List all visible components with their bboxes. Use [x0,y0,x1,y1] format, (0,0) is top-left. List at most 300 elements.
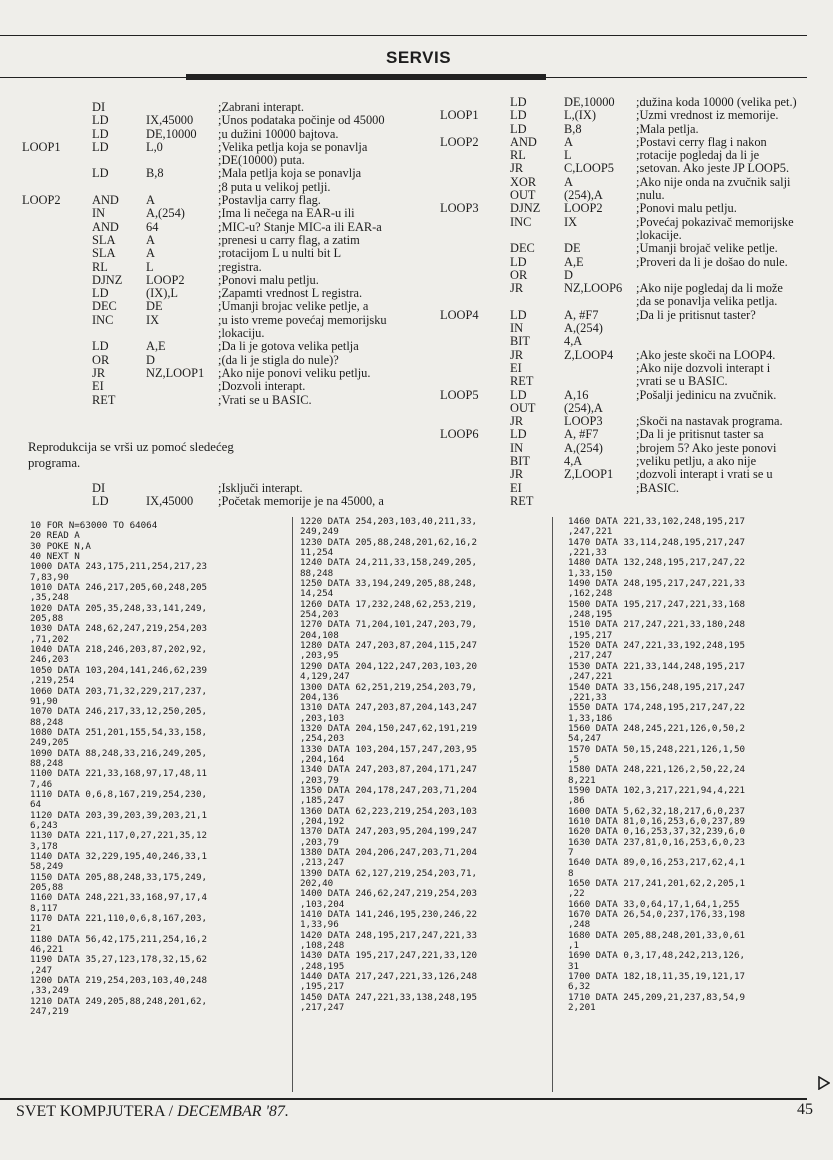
section-title: SERVIS [386,48,452,67]
basic-line: 1570 DATA 50,15,248,221,126,1,50 [568,743,746,755]
basic-line: 1460 DATA 221,33,102,248,195,217 [568,516,746,527]
basic-line: 4,129,247 [300,671,350,683]
asm-label: LOOP2 [440,134,479,149]
basic-line: 1470 DATA 33,114,248,195,217,247 [568,536,746,548]
asm-operand: DE,10000 [146,126,197,141]
footer-publication [16,1103,289,1121]
asm-comment: ;u dužini 10000 bajtova. [218,126,339,141]
asm-mnemonic: LD [510,427,527,442]
basic-line: 1410 DATA 141,246,195,230,246,22 [300,909,478,921]
asm-operand: 64 [146,219,159,234]
basic-line: 1130 DATA 221,117,0,27,221,35,12 [30,830,208,842]
basic-line: 1260 DATA 17,232,248,62,253,219, [300,598,478,610]
basic-line: 249,205 [30,737,69,749]
asm-operand: A,16 [564,387,589,402]
asm-mnemonic: SLA [92,232,116,247]
basic-line: 7 [568,847,574,858]
asm-mnemonic: AND [92,193,119,208]
asm-comment: ;Umanji brojac velike petlje, a [218,299,369,314]
asm-operand: LOOP3 [564,414,603,429]
basic-line: 1040 DATA 218,246,203,87,202,92, [30,644,208,656]
basic-line: 1220 DATA 254,203,103,40,211,33, [300,516,478,527]
asm-mnemonic: INC [510,214,532,229]
asm-mnemonic: LD [92,113,109,128]
asm-comment: ;u isto vreme povećaj memorijsku [218,312,387,327]
code-line [440,455,820,468]
page-number: 45 [797,1101,813,1118]
basic-line: 1010 DATA 246,217,205,60,248,205 [30,582,208,594]
asm-operand: 4,A [564,454,583,469]
code-line [440,389,820,402]
basic-line: 1030 DATA 248,62,247,219,254,203 [30,623,208,635]
basic-line: 1120 DATA 203,39,203,39,203,21,1 [30,809,208,821]
asm-comment: ;Ima li nečega na EAR-u ili [218,206,355,221]
basic-line: 40 NEXT N [30,551,80,563]
basic-line: ,254,203 [300,733,345,745]
basic-line: ,213,247 [300,857,345,869]
basic-line: ,162,248 [568,588,613,600]
code-line [440,136,820,149]
asm-mnemonic: AND [92,219,119,234]
asm-operand: Z,LOOP1 [564,467,614,482]
code-line [440,349,820,362]
column-divider [552,517,553,1092]
basic-line: ,203,103 [300,712,345,724]
basic-line: ,195,217 [300,981,345,993]
asm-comment: ;vrati se u BASIC. [636,374,728,389]
asm-operand: 4,A [564,334,583,349]
asm-operand: L,0 [146,139,163,154]
asm-mnemonic: LD [510,121,527,136]
asm-mnemonic: JR [510,347,524,362]
asm-operand: A,(254) [564,440,603,455]
code-line [440,375,820,388]
basic-line: 1330 DATA 103,204,157,247,203,95 [300,743,478,755]
basic-line: 1,33,150 [568,567,613,579]
code-line [22,380,422,393]
code-line [22,314,422,327]
basic-line: 58,249 [30,861,64,873]
assembly-listing-play [440,96,820,508]
asm-mnemonic: DJNZ [510,201,541,216]
asm-mnemonic: DI [92,481,106,495]
basic-line: 1520 DATA 247,221,33,192,248,195 [568,640,746,652]
code-line [440,468,820,481]
asm-comment: ;rotacije pogledaj da li je [636,148,760,163]
asm-operand: IX,45000 [146,494,194,509]
basic-line: 1580 DATA 248,221,126,2,50,22,24 [568,764,746,776]
code-line [22,394,422,407]
code-line [440,442,820,455]
asm-mnemonic: BIT [510,454,530,469]
basic-line: 1670 DATA 26,54,0,237,176,33,198 [568,909,746,921]
asm-comment: ;Skoči na nastavak programa. [636,414,783,429]
code-line [440,495,820,508]
basic-line: 1500 DATA 195,217,247,221,33,168 [568,598,746,610]
basic-line: ,217,247 [300,1002,345,1014]
asm-operand: LOOP2 [146,272,185,287]
basic-line: 1070 DATA 246,217,33,12,250,205, [30,706,208,718]
footer-rule [0,1098,807,1100]
code-line [22,141,422,154]
basic-line: 1090 DATA 88,248,33,216,249,205, [30,747,208,759]
asm-comment: ;Da li je gotova velika petlja [218,339,359,354]
basic-line: 2,201 [568,1002,596,1014]
asm-mnemonic: JR [510,467,524,482]
asm-operand: L [146,259,154,274]
basic-line: 1420 DATA 248,195,217,247,221,33 [300,929,478,941]
asm-comment: ;Proveri da li je došao do nule. [636,254,788,269]
asm-operand: DE [146,299,163,314]
basic-line: 1450 DATA 247,221,33,138,248,195 [300,991,478,1003]
code-line [22,234,422,247]
basic-line: 1370 DATA 247,203,95,204,199,247 [300,826,478,838]
asm-comment: ;setovan. Ako jeste JP LOOP5. [636,161,790,176]
asm-operand: LOOP2 [564,201,603,216]
basic-line: 30 POKE N,A [30,540,91,552]
asm-comment: ;Pošalji jedinicu na zvučnik. [636,387,777,402]
basic-line: 1630 DATA 237,81,0,16,253,6,0,23 [568,836,746,848]
basic-line: 14,254 [300,588,334,600]
code-line [440,256,820,269]
basic-line: ,195,217 [568,629,613,641]
asm-operand: A,E [146,339,166,354]
header-bar [186,74,546,80]
asm-comment: ;da se ponavlja velika petlja. [636,294,778,309]
asm-operand: A [564,134,573,149]
asm-mnemonic: DI [92,100,106,114]
asm-mnemonic: RET [510,374,534,389]
asm-operand: L,(IX) [564,108,596,123]
basic-line: 1350 DATA 204,178,247,203,71,204 [300,784,478,796]
asm-comment: ;Ako nije pogledaj da li može [636,281,783,296]
asm-mnemonic: OR [92,352,110,367]
asm-mnemonic: SLA [92,246,116,261]
basic-line: 8,221 [568,774,596,786]
basic-line: ,1 [568,940,580,952]
basic-line: 1590 DATA 102,3,217,221,94,4,221 [568,784,746,796]
basic-line: 54,247 [568,733,602,745]
code-line [440,109,820,122]
asm-operand: NZ,LOOP1 [146,365,205,380]
basic-line: 1110 DATA 0,6,8,167,219,254,230, [30,788,208,800]
basic-line: 1430 DATA 195,217,247,221,33,120 [300,950,478,962]
code-line [440,189,820,202]
basic-line: 1360 DATA 62,223,219,254,203,103 [300,805,478,817]
code-line [22,367,422,380]
asm-mnemonic: RL [92,259,108,274]
basic-listing-column-2 [300,517,477,1014]
basic-line: 1200 DATA 219,254,203,103,40,248 [30,975,208,987]
basic-line: 1380 DATA 204,206,247,203,71,204 [300,847,478,858]
basic-line: 1680 DATA 205,88,248,201,33,0,61 [568,929,746,941]
asm-comment: ;Dozvoli interapt. [218,379,306,394]
asm-mnemonic: LD [510,95,527,109]
basic-line: 1100 DATA 221,33,168,97,17,48,11 [30,768,208,780]
basic-line: ,22 [568,888,585,900]
asm-label: LOOP4 [440,307,479,322]
body-paragraph: Reprodukcija se vrši uz pomoć sledećeg programa. [28,440,234,470]
asm-mnemonic: JR [510,281,524,296]
basic-line: 254,203 [300,609,339,621]
basic-line: 1270 DATA 71,204,101,247,203,79, [300,619,478,631]
asm-comment: ;Velika petlja koja se ponavlja [218,139,368,154]
asm-comment: ;Postavi cerry flag i nakon [636,134,767,149]
basic-line: ,103,204 [300,898,345,910]
assembly-listing-record [22,101,422,407]
asm-comment: ;Ako jeste skoči na LOOP4. [636,347,776,362]
basic-line: 20 READ A [30,530,80,542]
basic-line: 246,203 [30,654,69,666]
code-line [22,327,422,340]
basic-line: 1650 DATA 217,241,201,62,2,205,1 [568,878,746,890]
basic-line: ,247,221 [568,671,613,683]
code-line [22,221,422,234]
asm-comment: ;dozvoli interapt i vrati se u [636,467,773,482]
basic-line: 46,221 [30,944,64,956]
code-line [440,176,820,189]
basic-line: 1080 DATA 251,201,155,54,33,158, [30,726,208,738]
basic-line: 3,178 [30,840,58,852]
asm-comment: ;Isključi interapt. [218,481,303,495]
asm-mnemonic: LD [510,307,527,322]
asm-comment: ;Vrati se u BASIC. [218,392,312,407]
basic-line: 1290 DATA 204,122,247,203,103,20 [300,660,478,672]
basic-line: 1240 DATA 24,211,33,158,249,205, [300,557,478,569]
asm-operand: NZ,LOOP6 [564,281,623,296]
basic-line: 1230 DATA 205,88,248,201,62,16,2 [300,536,478,548]
basic-line: 1,33,186 [568,712,613,724]
asm-operand: IX [146,312,160,327]
asm-comment: ;Povećaj pokazivač memorijske [636,214,794,229]
asm-operand: A [146,193,155,208]
basic-line: ,203,79 [300,774,339,786]
asm-mnemonic: LD [92,139,109,154]
basic-line: ,247 [30,964,53,976]
issue-date: DECEMBAR '87. [177,1103,289,1120]
asm-mnemonic: INC [92,312,114,327]
basic-line: ,247,221 [568,526,613,538]
code-line [22,300,422,313]
basic-line: 1060 DATA 203,71,32,229,217,237, [30,685,208,697]
code-line [440,415,820,428]
basic-line: 8,117 [30,902,58,914]
asm-operand: DE,10000 [564,95,615,109]
basic-line: 204,136 [300,691,339,703]
asm-mnemonic: EI [510,480,522,495]
asm-label: LOOP5 [440,387,479,402]
asm-operand: C,LOOP5 [564,161,614,176]
basic-line: 1150 DATA 205,88,248,33,175,249, [30,871,208,883]
code-line [440,149,820,162]
basic-line: 1700 DATA 182,18,11,35,19,121,17 [568,971,746,983]
code-line [22,101,422,114]
asm-label: LOOP3 [440,201,479,216]
basic-line: ,204,164 [300,753,345,765]
continue-arrow-icon [818,1076,830,1090]
basic-line: ,33,249 [30,985,69,997]
code-line [22,207,422,220]
code-line [440,335,820,348]
asm-comment: ;veliku petlju, a ako nije [636,454,757,469]
asm-operand: (254),A [564,400,603,415]
basic-line: 1560 DATA 248,245,221,126,0,50,2 [568,722,746,734]
code-line [440,123,820,136]
asm-operand: A,E [564,254,584,269]
code-line [22,167,422,180]
asm-mnemonic: EI [510,360,522,375]
asm-comment: ;MIC-u? Stanje MIC-a ili EAR-a [218,219,382,234]
basic-line: ,108,248 [300,940,345,952]
basic-line: ,5 [568,753,580,765]
basic-line: 7,46 [30,778,53,790]
code-line [22,354,422,367]
basic-line: 247,219 [30,1006,69,1018]
basic-line: 1550 DATA 174,248,195,217,247,22 [568,702,746,714]
asm-comment: ;rotacijom L u nulti bit L [218,246,342,261]
basic-line: 64 [30,799,42,811]
basic-line: 11,254 [300,547,334,559]
asm-comment: ;Umanji brojač velike petlje. [636,241,778,256]
asm-operand: D [564,267,573,282]
basic-line: 1250 DATA 33,194,249,205,88,248, [300,578,478,590]
basic-line: 1390 DATA 62,127,219,254,203,71, [300,867,478,879]
code-line [440,402,820,415]
basic-line: 1530 DATA 221,33,144,248,195,217 [568,660,746,672]
basic-line: ,204,192 [300,815,345,827]
code-line [440,216,820,229]
asm-comment: ;Unos podataka počinje od 45000 [218,113,385,128]
code-line [440,96,820,109]
basic-line: 1310 DATA 247,203,87,204,143,247 [300,702,478,714]
code-line [440,428,820,441]
basic-line: 1610 DATA 81,0,16,253,6,0,237,89 [568,815,746,827]
basic-line: 88,248 [30,716,64,728]
asm-operand: (254),A [564,188,603,203]
asm-comment: ;prenesi u carry flag, a zatim [218,232,360,247]
asm-comment: ;Zapamti vrednost L registra. [218,286,363,301]
asm-operand: B,8 [146,166,164,181]
basic-line: 21 [30,923,42,935]
basic-line: ,221,33 [568,691,607,703]
code-line [440,242,820,255]
basic-line: 7,83,90 [30,571,69,583]
asm-mnemonic: OUT [510,188,536,203]
basic-line: 1660 DATA 33,0,64,17,1,64,1,255 [568,898,740,910]
code-line [22,154,422,167]
basic-line: ,71,202 [30,633,69,645]
basic-line: ,217,247 [568,650,613,662]
asm-operand: D [146,352,155,367]
basic-line: 6,243 [30,819,58,831]
basic-line: 205,88 [30,613,64,625]
basic-line: 6,32 [568,981,591,993]
code-line [440,295,820,308]
asm-comment: ;lokaciju. [218,326,265,341]
asm-mnemonic: JR [92,365,106,380]
asm-mnemonic: DJNZ [92,272,123,287]
basic-line: ,203,79 [300,836,339,848]
asm-mnemonic: LD [92,126,109,141]
asm-operand: A [146,232,155,247]
code-line [22,495,422,508]
asm-mnemonic: LD [92,166,109,181]
asm-comment: ;(da li je stigla do nule)? [218,352,339,367]
asm-comment: ;brojem 5? Ako jeste ponovi [636,440,777,455]
basic-line: 1620 DATA 0,16,253,37,32,239,6,0 [568,826,746,838]
code-line [22,287,422,300]
basic-line: 1210 DATA 249,205,88,248,201,62, [30,995,208,1007]
basic-line: ,185,247 [300,795,345,807]
asm-comment: ;Zabrani interapt. [218,100,305,114]
asm-mnemonic: LD [92,494,109,509]
code-line [440,282,820,295]
asm-mnemonic: LD [92,339,109,354]
basic-line: 1180 DATA 56,42,175,211,254,16,2 [30,933,208,945]
magazine-name: SVET KOMPJUTERA / [16,1103,174,1120]
asm-comment: ;Postavlja carry flag. [218,193,321,208]
code-line [22,340,422,353]
basic-line: ,35,248 [30,592,69,604]
basic-line: 88,248 [30,757,64,769]
asm-label: LOOP6 [440,427,479,442]
basic-line: 249,249 [300,526,339,538]
asm-mnemonic: IN [92,206,106,221]
basic-line: 1510 DATA 217,247,221,33,180,248 [568,619,746,631]
asm-comment: ;8 puta u velikoj petlji. [218,179,331,194]
basic-line: 8 [568,867,574,879]
code-line [440,309,820,322]
asm-operand: A [146,246,155,261]
basic-line: 1020 DATA 205,35,248,33,141,249, [30,602,208,614]
basic-line: 1320 DATA 204,150,247,62,191,219 [300,722,478,734]
asm-comment: ;lokacije. [636,227,682,242]
basic-line: 10 FOR N=63000 TO 64064 [30,520,158,531]
asm-comment: ;dužina koda 10000 (velika pet.) [636,95,797,109]
basic-line: 1170 DATA 221,110,0,6,8,167,203, [30,913,208,925]
basic-listing-column-3 [568,517,745,1014]
basic-line: 1140 DATA 32,229,195,40,246,33,1 [30,851,208,862]
code-line [22,114,422,127]
basic-line: 202,40 [300,878,334,890]
asm-mnemonic: LD [92,286,109,301]
asm-operand: DE [564,241,581,256]
basic-line: 1480 DATA 132,248,195,217,247,22 [568,557,746,569]
basic-line: ,203,95 [300,650,339,662]
basic-line: 1600 DATA 5,62,32,18,217,6,0,237 [568,805,746,817]
basic-line: 1190 DATA 35,27,123,178,32,15,62 [30,954,208,966]
asm-comment: ;BASIC. [636,480,680,495]
asm-mnemonic: EI [92,379,104,394]
asm-comment: ;Ako nije onda na zvučnik salji [636,174,791,189]
asm-mnemonic: OUT [510,400,536,415]
basic-line: 205,88 [30,882,64,894]
basic-listing-column-1 [30,521,207,1018]
asm-operand: (IX),L [146,286,178,301]
asm-mnemonic: DEC [510,241,535,256]
basic-line: 88,248 [300,567,334,579]
asm-mnemonic: LD [510,108,527,123]
asm-comment: ;Početak memorije je na 45000, a [218,494,384,509]
basic-line: ,248 [568,919,591,931]
code-line [440,362,820,375]
basic-line: ,248,195 [568,609,613,621]
code-line [22,128,422,141]
asm-mnemonic: RL [510,148,526,163]
code-line [22,482,422,495]
basic-line: 1540 DATA 33,156,248,195,217,247 [568,681,746,693]
code-line [440,202,820,215]
